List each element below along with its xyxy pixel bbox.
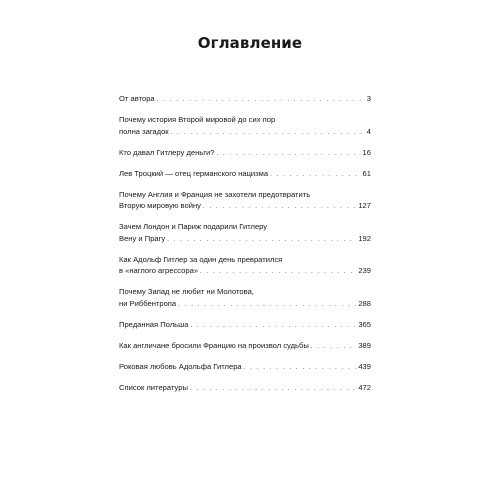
toc-page-number: 16: [362, 147, 371, 157]
toc-entry: [119, 189, 371, 214]
toc-entry-text: От автора: [119, 94, 155, 103]
toc-entry: [119, 93, 371, 107]
toc-entry-text: в «наглого агрессора»: [119, 266, 199, 275]
dot-leader: [244, 363, 357, 375]
dot-leader: [190, 384, 356, 396]
toc-entry-text: Почему история Второй мировой до сих пор: [119, 115, 276, 124]
dot-leader: [157, 95, 365, 107]
toc-page-number: 127: [358, 201, 371, 210]
toc-entry-text: ни Риббентропа: [119, 298, 177, 308]
toc-entry-text: полна загадок: [119, 126, 169, 136]
toc-page-number: 3: [366, 94, 371, 103]
toc-page-number: 4: [366, 126, 371, 136]
toc-entry-text: Почему Англия и Франция не захотели предотвратить: [119, 189, 311, 199]
toc-page-number: 288: [358, 298, 371, 308]
toc-entry-text: Как англичане бросили Францию на произвол судьбы: [119, 340, 309, 350]
toc-entry-text: Зачем Лондон и Париж подарили Гитлеру: [119, 222, 268, 231]
table-of-contents: [119, 93, 371, 403]
toc-entry: [119, 319, 371, 333]
toc-title: Оглавление: [197, 34, 303, 52]
toc-page-number: 472: [358, 382, 371, 392]
toc-entry-text: Преданная Польша: [119, 319, 189, 329]
dot-leader: [217, 149, 361, 161]
dot-leader: [270, 170, 360, 182]
toc-page-number: 239: [358, 266, 371, 275]
toc-entry: [119, 286, 371, 311]
toc-entry: [119, 254, 371, 279]
dot-leader: [190, 321, 356, 333]
toc-entry: [119, 340, 371, 354]
toc-entry-text: Почему Запад не любит ни Молотова,: [119, 287, 254, 296]
toc-page-number: 439: [358, 361, 371, 371]
toc-entry: [119, 168, 371, 182]
dot-leader: [178, 300, 356, 312]
toc-page-number: 61: [362, 168, 371, 178]
toc-page-number: 365: [358, 319, 371, 329]
dot-leader: [311, 342, 357, 354]
toc-page-number: 192: [358, 233, 371, 243]
toc-entry: [119, 361, 371, 375]
dot-leader: [203, 202, 356, 214]
toc-entry-text: Кто давал Гитлеру деньги?: [119, 147, 215, 157]
dot-leader: [200, 267, 356, 279]
dot-leader: [171, 128, 365, 140]
toc-entry-text: Лев Троцкий — отец германского нацизма: [119, 168, 269, 178]
toc-entry: [119, 382, 371, 396]
toc-entry-text: Список литературы: [119, 382, 188, 392]
dot-leader: [167, 235, 356, 247]
toc-entry: [119, 147, 371, 161]
toc-entry: [119, 221, 371, 246]
toc-entry: [119, 114, 371, 139]
toc-entry-text: Вену и Прагу: [119, 233, 166, 243]
toc-entry-text: Роковая любовь Адольфа Гитлера: [119, 361, 242, 371]
toc-page-number: 389: [358, 340, 371, 350]
toc-entry-text: Как Адольф Гитлер за один день превратился: [119, 254, 283, 264]
toc-entry-text: Вторую мировую войну: [119, 201, 201, 210]
